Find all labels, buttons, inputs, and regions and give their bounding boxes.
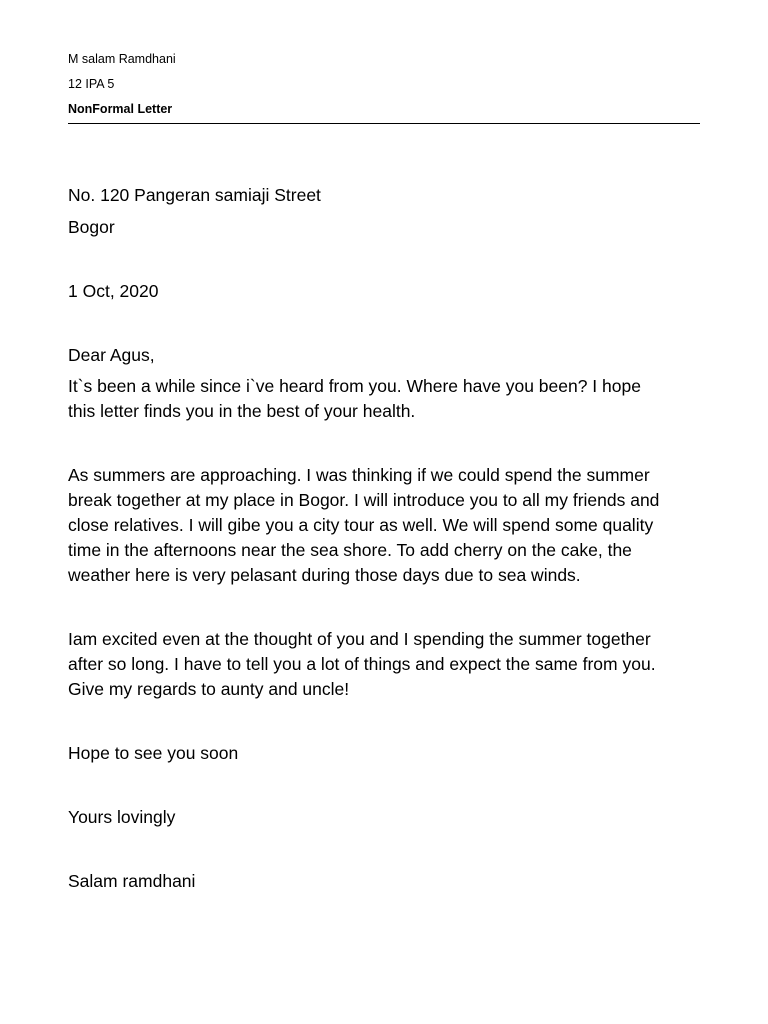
address-city: Bogor — [68, 217, 115, 237]
paragraph-line: close relatives. I will gibe you a city tour as well. We will spend some quality — [68, 515, 654, 535]
paragraph-line: this letter finds you in the best of your health. — [68, 401, 416, 421]
paragraph-2 — [68, 463, 708, 588]
paragraph-line: As summers are approaching. I was thinking if we could spend the summer — [68, 465, 650, 485]
closing-line: Hope to see you soon — [68, 743, 239, 763]
paragraph-line: Iam excited even at the thought of you and I spending the summer together — [68, 629, 651, 649]
paragraph-line: weather here is very pelasant during those days due to sea winds. — [68, 565, 581, 585]
salutation: Dear Agus, — [68, 345, 155, 365]
paragraph-line: time in the afternoons near the sea shore. To add cherry on the cake, the — [68, 540, 632, 560]
author-class: 12 IPA 5 — [68, 77, 115, 91]
paragraph-line: Give my regards to aunty and uncle! — [68, 679, 350, 699]
paragraph-line: break together at my place in Bogor. I will introduce you to all my friends and — [68, 490, 660, 510]
letter-header — [68, 47, 700, 122]
paragraph-1 — [68, 374, 708, 424]
signature: Salam ramdhani — [68, 871, 196, 891]
address-street: No. 120 Pangeran samiaji Street — [68, 185, 321, 205]
letter-date: 1 Oct, 2020 — [68, 281, 159, 301]
paragraph-3 — [68, 627, 708, 702]
header-divider — [68, 123, 700, 124]
letter-type: NonFormal Letter — [68, 102, 173, 116]
valediction: Yours lovingly — [68, 807, 176, 827]
paragraph-line: after so long. I have to tell you a lot of things and expect the same from you. — [68, 654, 656, 674]
paragraph-line: It`s been a while since i`ve heard from you. Where have you been? I hope — [68, 376, 641, 396]
author-name: M salam Ramdhani — [68, 52, 176, 66]
